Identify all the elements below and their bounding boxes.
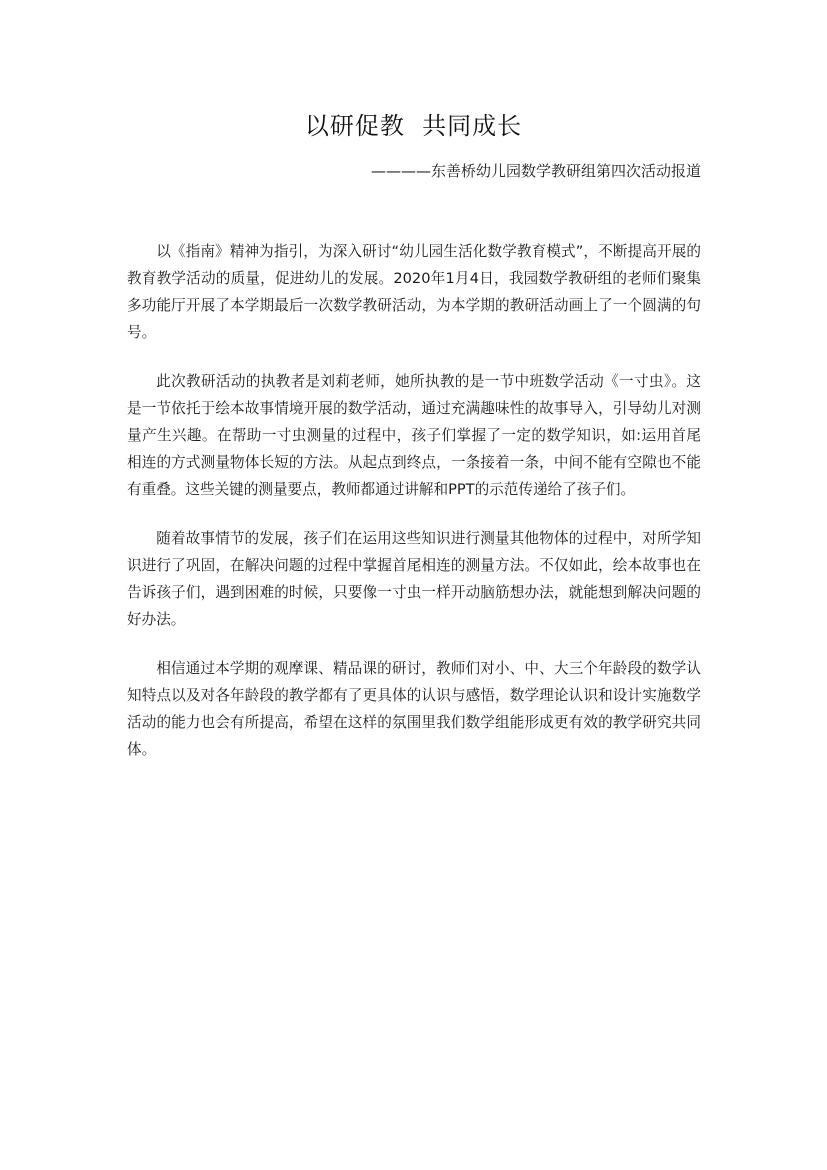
document-title: 以研促教 共同成长 [304, 112, 523, 140]
paragraph-2: 此次教研活动的执教者是刘莉老师，她所执教的是一节中班数学活动《一寸虫》。这是一节依托于绘本故事情境开展的数学活动，通过充满趣味性的故事导入，引导幼儿对测量产生兴趣。在帮助一寸虫测量的过程中，孩子们掌握了一定的数学知识，如:运用首尾相连的方式测量物体长短的方法。从起点到终点，一条接着一条，中间不能有空隙也不能有重叠。这些关键的测量要点，教师都通过讲解和PPT的示范传递给了孩子们。 [127, 373, 701, 498]
document-body [127, 238, 701, 785]
paragraph-3: 随着故事情节的发展，孩子们在运用这些知识进行测量其他物体的过程中，对所学知识进行了巩固，在解决问题的过程中掌握首尾相连的测量方法。不仅如此，绘本故事也在告诉孩子们，遇到困难的时候，只要像一寸虫一样开动脑筋想办法，就能想到解决问题的好办法。 [127, 530, 701, 628]
paragraph-4: 相信通过本学期的观摩课、精品课的研讨，教师们对小、中、大三个年龄段的数学认知特点以及对各年龄段的教学都有了更具体的认识与感悟，数学理论认识和设计实施数学活动的能力也会有所提高，希望在这样的氛围里我们数学组能形成更有效的教学研究共同体。 [127, 660, 701, 758]
document-subtitle: ————东善桥幼儿园数学教研组第四次活动报道 [370, 162, 701, 180]
paragraph-1: 以《指南》精神为指引，为深入研讨“幼儿园生活化数学教育模式”，不断提高开展的教育教学活动的质量，促进幼儿的发展。2020年1月4日，我园数学教研组的老师们聚集多功能厅开展了本学期最后一次数学教研活动，为本学期的教研活动画上了一个圆满的句号。 [127, 243, 701, 341]
